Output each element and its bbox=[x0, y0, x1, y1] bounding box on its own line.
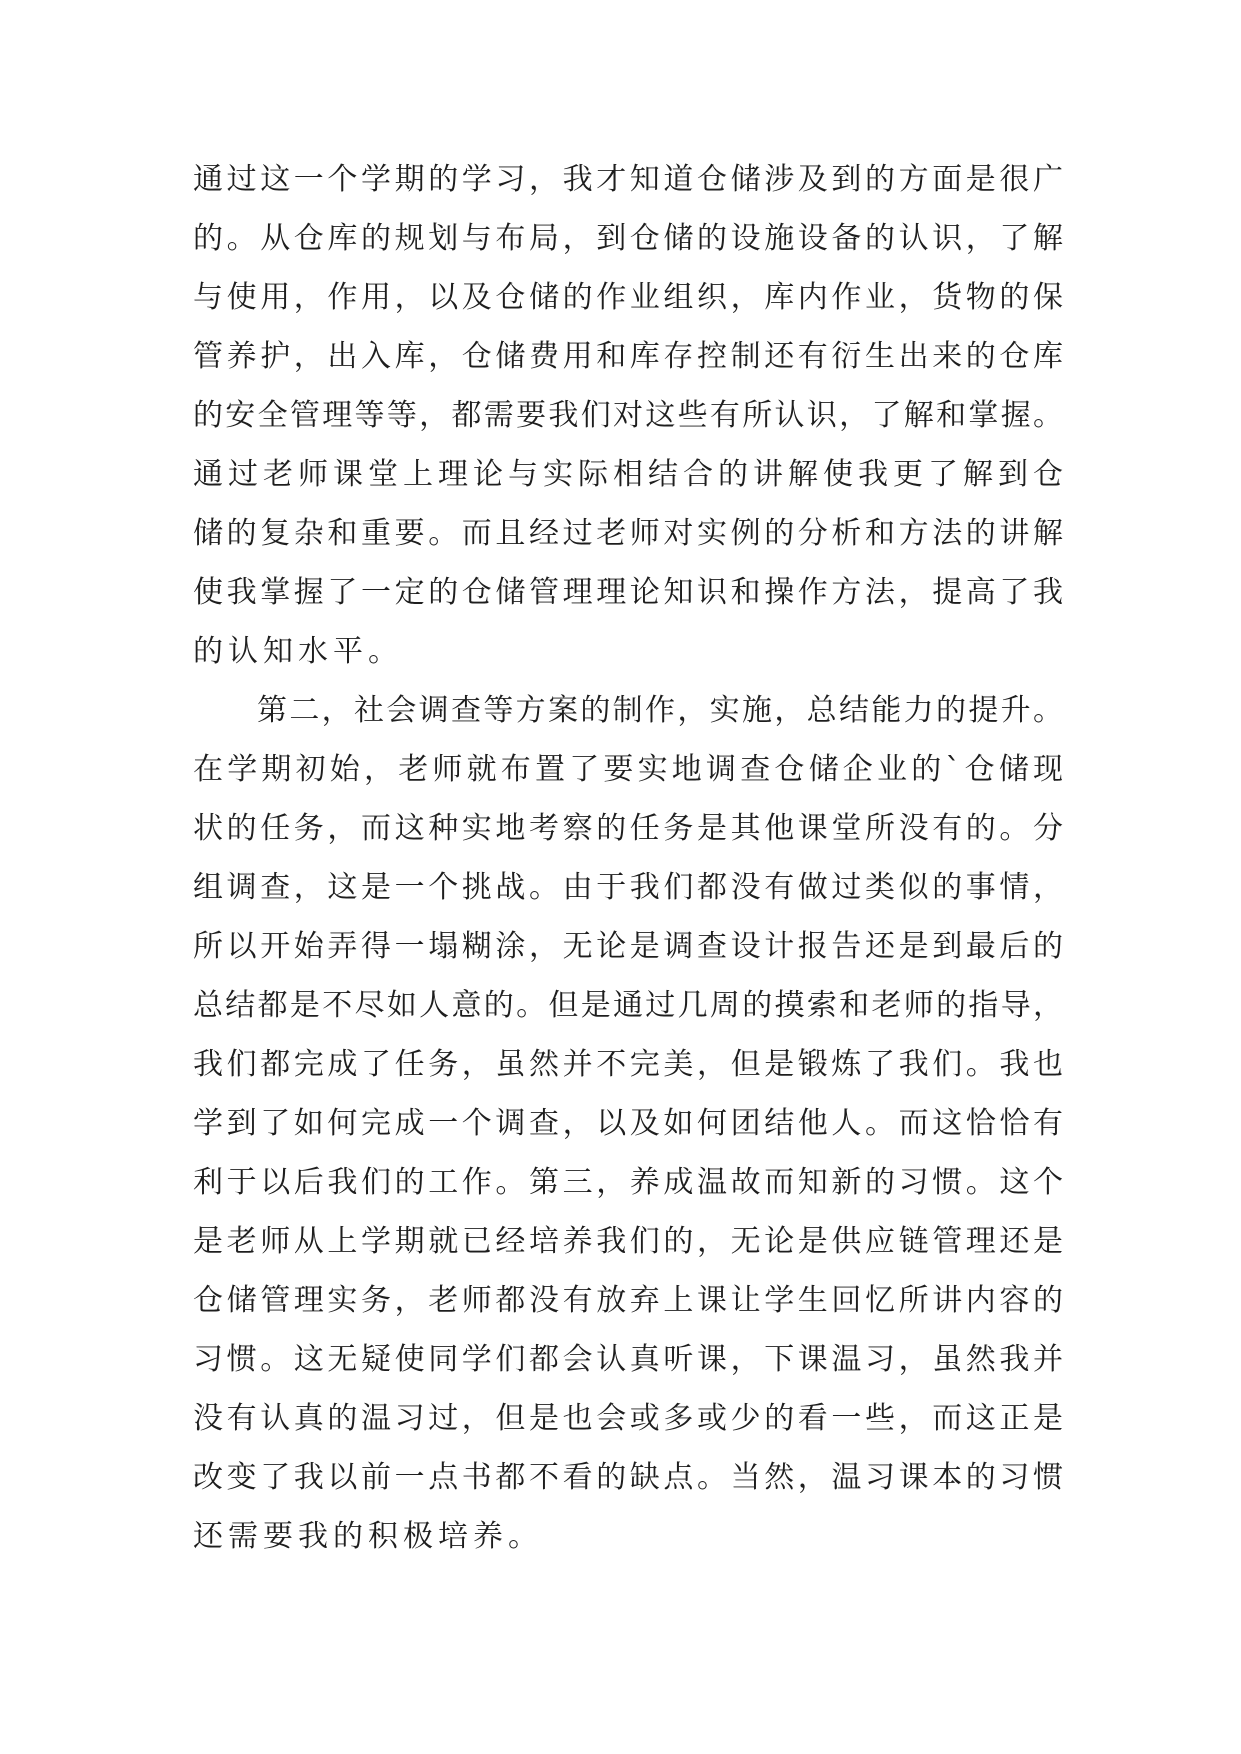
text-line: 通过老师课堂上理论与实际相结合的讲解使我更了解到仓 bbox=[193, 457, 1063, 492]
text-line: 没有认真的温习过，但是也会或多或少的看一些，而这正是 bbox=[193, 1401, 1063, 1436]
text-line: 的。从仓库的规划与布局，到仓储的设施设备的认识，了解 bbox=[193, 221, 1063, 256]
text-line: 管养护，出入库，仓储费用和库存控制还有衍生出来的仓库 bbox=[193, 339, 1063, 374]
paragraph-start-line: 第二，社会调查等方案的制作，实施，总结能力的提升。 bbox=[257, 693, 1063, 728]
text-line: 组调查，这是一个挑战。由于我们都没有做过类似的事情， bbox=[193, 870, 1063, 905]
text-line: 的认知水平。 bbox=[193, 634, 403, 669]
text-line: 是老师从上学期就已经培养我们的，无论是供应链管理还是 bbox=[193, 1224, 1063, 1259]
text-line: 还需要我的积极培养。 bbox=[193, 1519, 543, 1554]
text-line: 所以开始弄得一塌糊涂，无论是调查设计报告还是到最后的 bbox=[193, 929, 1063, 964]
text-line: 我们都完成了任务，虽然并不完美，但是锻炼了我们。我也 bbox=[193, 1047, 1063, 1082]
text-line: 在学期初始，老师就布置了要实地调查仓储企业的`仓储现 bbox=[193, 752, 1063, 787]
text-line: 总结都是不尽如人意的。但是通过几周的摸索和老师的指导， bbox=[193, 988, 1063, 1023]
text-line: 改变了我以前一点书都不看的缺点。当然，温习课本的习惯 bbox=[193, 1460, 1063, 1495]
text-line: 习惯。这无疑使同学们都会认真听课，下课温习，虽然我并 bbox=[193, 1342, 1063, 1377]
text-line: 与使用，作用，以及仓储的作业组织，库内作业，货物的保 bbox=[193, 280, 1063, 315]
text-line: 的安全管理等等，都需要我们对这些有所认识，了解和掌握。 bbox=[193, 398, 1063, 433]
text-line: 状的任务，而这种实地考察的任务是其他课堂所没有的。分 bbox=[193, 811, 1063, 846]
text-line: 使我掌握了一定的仓储管理理论知识和操作方法，提高了我 bbox=[193, 575, 1063, 610]
text-line: 仓储管理实务，老师都没有放弃上课让学生回忆所讲内容的 bbox=[193, 1283, 1063, 1318]
text-line: 利于以后我们的工作。第三，养成温故而知新的习惯。这个 bbox=[193, 1165, 1063, 1200]
text-line: 通过这一个学期的学习，我才知道仓储涉及到的方面是很广 bbox=[193, 162, 1063, 197]
text-line: 储的复杂和重要。而且经过老师对实例的分析和方法的讲解 bbox=[193, 516, 1063, 551]
text-line: 学到了如何完成一个调查，以及如何团结他人。而这恰恰有 bbox=[193, 1106, 1063, 1141]
body-text bbox=[193, 150, 1063, 1566]
